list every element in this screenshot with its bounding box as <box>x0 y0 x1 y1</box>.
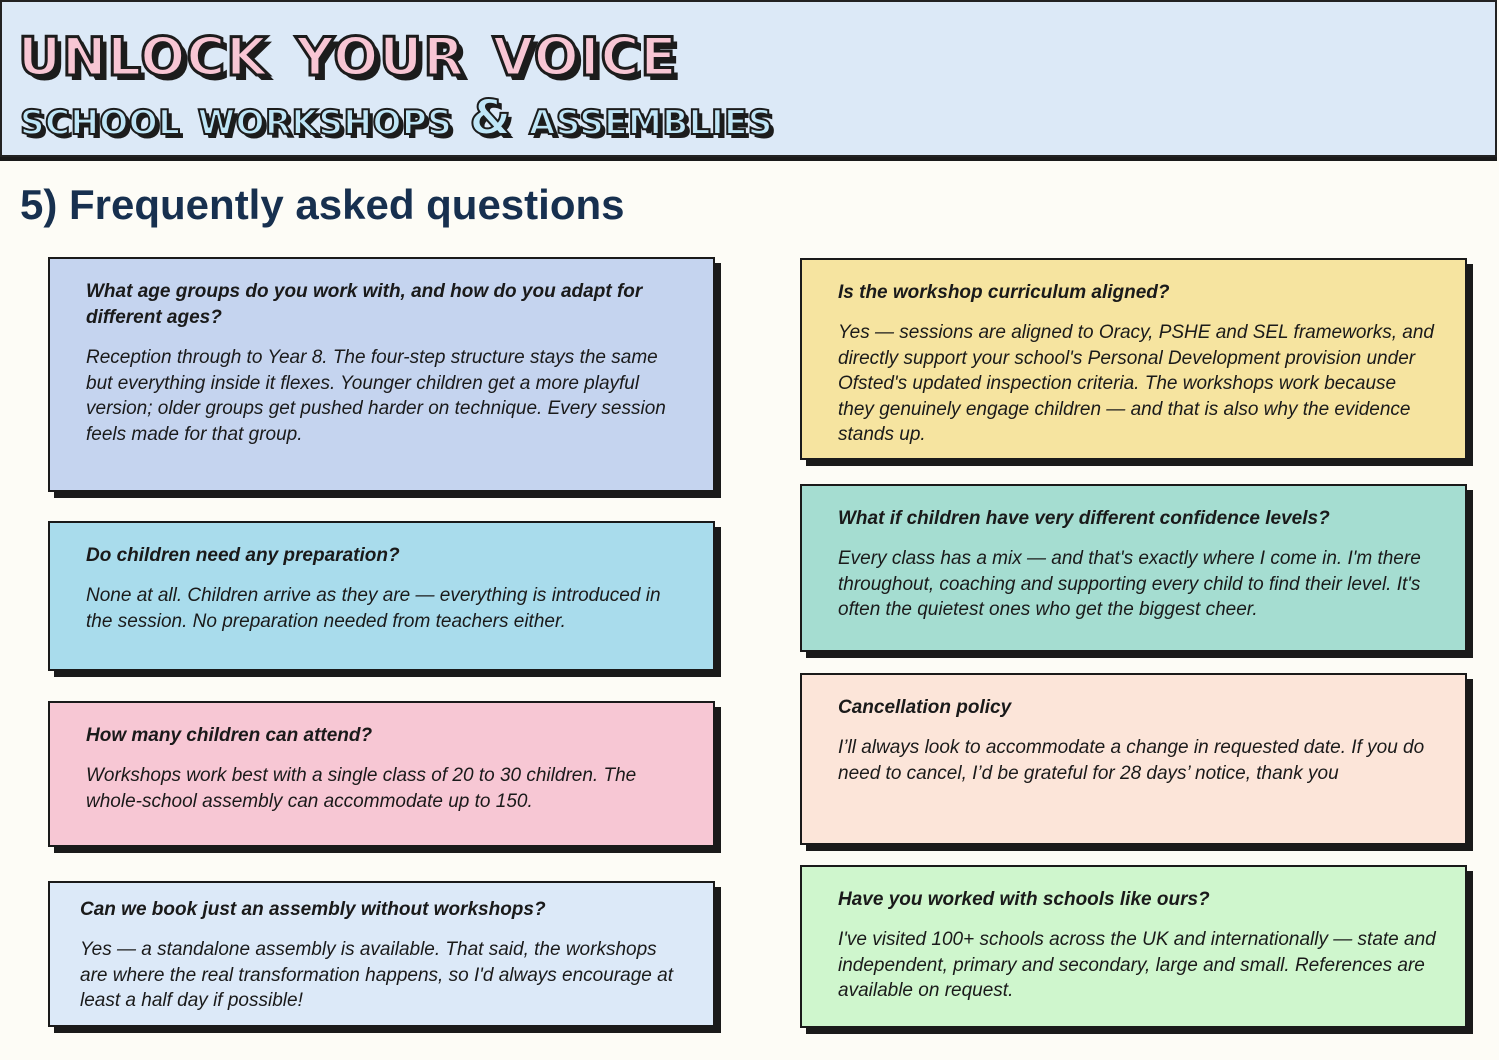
faq-answer: Workshops work best with a single class of 20 to 30 children. The whole-school assembly can accommodate up to 150. <box>86 765 637 812</box>
faq-answer: Every class has a mix — and that's exactly where I come in. I'm there throughout, coaching and supporting every child to find their level. It's often the quietest ones who get the biggest cheer. <box>838 548 1421 621</box>
faq-question: Can we book just an assembly without workshops? <box>80 899 546 920</box>
faq-question: Is the workshop curriculum aligned? <box>838 282 1170 303</box>
faq-answer: Reception through to Year 8. The four-step structure stays the same but everything inside it flexes. Younger children get a more playful version; older groups get pushed harder on technique. Every session feels made for that group. <box>86 347 666 445</box>
faq-card-confidence <box>800 484 1467 652</box>
faq-card-attendance <box>48 701 715 847</box>
faq-answer: Yes — sessions are aligned to Oracy, PSHE and SEL frameworks, and directly support your school's Personal Development provision under Ofsted's updated inspection criteria. The workshops work because they genuinely engage children — and that is also why the evidence stands up. <box>838 322 1434 446</box>
faq-question: What if children have very different confidence levels? <box>838 508 1330 529</box>
page-title: unlock your voice <box>18 4 678 93</box>
faq-card-age-groups <box>48 257 715 492</box>
faq-card-assembly-only <box>48 881 715 1027</box>
faq-question: What age groups do you work with, and how do you adapt for different ages? <box>86 281 643 328</box>
faq-card-curriculum <box>800 258 1467 460</box>
faq-answer: Yes — a standalone assembly is available. That said, the workshops are where the real transformation happens, so I'd always encourage at least a half day if possible! <box>80 939 673 1012</box>
faq-card-experience <box>800 865 1467 1028</box>
faq-question: Cancellation policy <box>838 697 1012 718</box>
section-heading: 5) Frequently asked questions <box>20 181 625 228</box>
header-banner <box>0 0 1497 157</box>
faq-question: Do children need any preparation? <box>86 545 400 566</box>
faq-answer: I've visited 100+ schools across the UK and internationally — state and independent, primary and secondary, large and small. References are available on request. <box>838 929 1436 1002</box>
faq-answer: None at all. Children arrive as they are — everything is introduced in the session. No preparation needed from teachers either. <box>86 585 661 632</box>
faq-card-preparation <box>48 521 715 671</box>
faq-answer: I’ll always look to accommodate a change in requested date. If you do need to cancel, I’d be grateful for 28 days’ notice, thank you <box>838 737 1425 784</box>
page-subtitle: school workshops & assemblies <box>20 90 773 146</box>
faq-card-cancellation <box>800 673 1467 845</box>
faq-question: How many children can attend? <box>86 725 373 746</box>
faq-question: Have you worked with schools like ours? <box>838 889 1210 910</box>
